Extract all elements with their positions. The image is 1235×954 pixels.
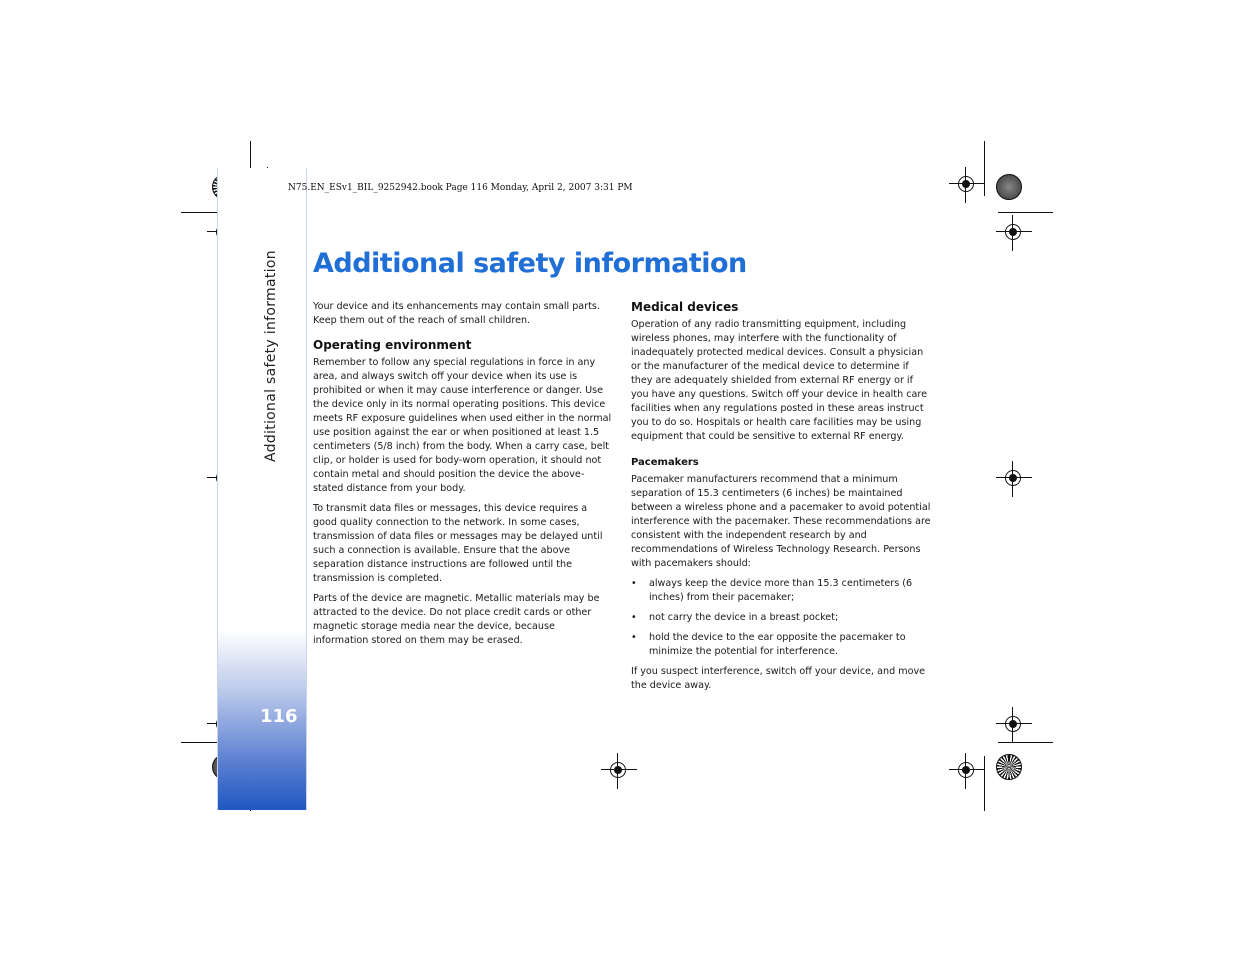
right-column <box>631 300 931 699</box>
operating-paragraph-1: Remember to follow any special regulations in force in any area, and always switch off your device when its use is prohibited or when it may cause interference or danger. Use the device only in its normal operating positions. This device meets RF exposure guidelines when used either in the normal use position against the ear or when positioned at least 1.5 centimeters (5/8 inch) from the body. When a carry case, belt clip, or holder is used for body-worn operation, it should not contain metal and should position the device the above-stated distance from your body. <box>313 357 612 494</box>
page-title: Additional safety information <box>313 248 747 279</box>
operating-environment-heading: Operating environment <box>313 338 472 352</box>
pacemakers-heading: Pacemakers <box>631 457 699 468</box>
list-item: • always keep the device more than 15.3 centimeters (6 inches) from their pacemaker; <box>631 577 931 605</box>
pacemaker-guidelines-list <box>631 577 931 659</box>
pacemakers-paragraph: Pacemaker manufacturers recommend that a minimum separation of 15.3 centimeters (6 inches) be maintained between a wireless phone and a pacemaker to avoid potential interference with the pacemaker. These recommendations are consistent with the independent research by and recommendations of Wireless Technology Research. Persons with pacemakers should: <box>631 474 931 569</box>
crosshair-mark <box>958 762 974 778</box>
list-item: • hold the device to the ear opposite the pacemaker to minimize the potential for interference. <box>631 631 931 659</box>
crosshair-mark <box>610 762 626 778</box>
crop-line <box>998 742 1053 743</box>
crosshair-mark <box>1005 224 1021 240</box>
crop-line <box>984 141 985 196</box>
intro-paragraph: Your device and its enhancements may contain small parts. Keep them out of the reach of small children. <box>313 301 600 326</box>
medical-paragraph: Operation of any radio transmitting equipment, including wireless phones, may interfere with the functionality of inadequately protected medical devices. Consult a physician or the manufacturer of the medical device to determine if they are adequately shielded from external RF energy or if you have any questions. Switch off your device in health care facilities when any regulations posted in these areas instruct you to do so. Hospitals or health care facilities may be using equipment that could be sensitive to external RF energy. <box>631 319 927 442</box>
registration-starburst-bottom-right <box>996 754 1022 780</box>
crop-line <box>998 212 1053 213</box>
operating-paragraph-2: To transmit data files or messages, this device requires a good quality connection to the network. In some cases, transmission of data files or messages may be delayed until such a connection is available. Ensure that the above separation distance instructions are followed until the transmission is completed. <box>313 503 603 584</box>
left-column <box>313 300 613 654</box>
crosshair-mark <box>1005 716 1021 732</box>
crosshair-mark <box>1005 470 1021 486</box>
sidebar-chapter-title: Additional safety information <box>263 250 279 462</box>
closing-paragraph: If you suspect interference, switch off your device, and move the device away. <box>631 666 926 691</box>
medical-devices-heading: Medical devices <box>631 300 739 314</box>
operating-paragraph-3: Parts of the device are magnetic. Metallic materials may be attracted to the device. Do not place credit cards or other magnetic storage media near the device, because information stored on them may be erased. <box>313 593 600 646</box>
crop-line <box>984 756 985 811</box>
print-header: N75.EN_ESv1_BIL_9252942.book Page 116 Monday, April 2, 2007 3:31 PM <box>288 183 633 193</box>
registration-starburst-top-right <box>996 174 1022 200</box>
crosshair-mark <box>958 176 974 192</box>
list-item: • not carry the device in a breast pocket; <box>631 611 931 625</box>
page-number: 116 <box>260 706 298 727</box>
